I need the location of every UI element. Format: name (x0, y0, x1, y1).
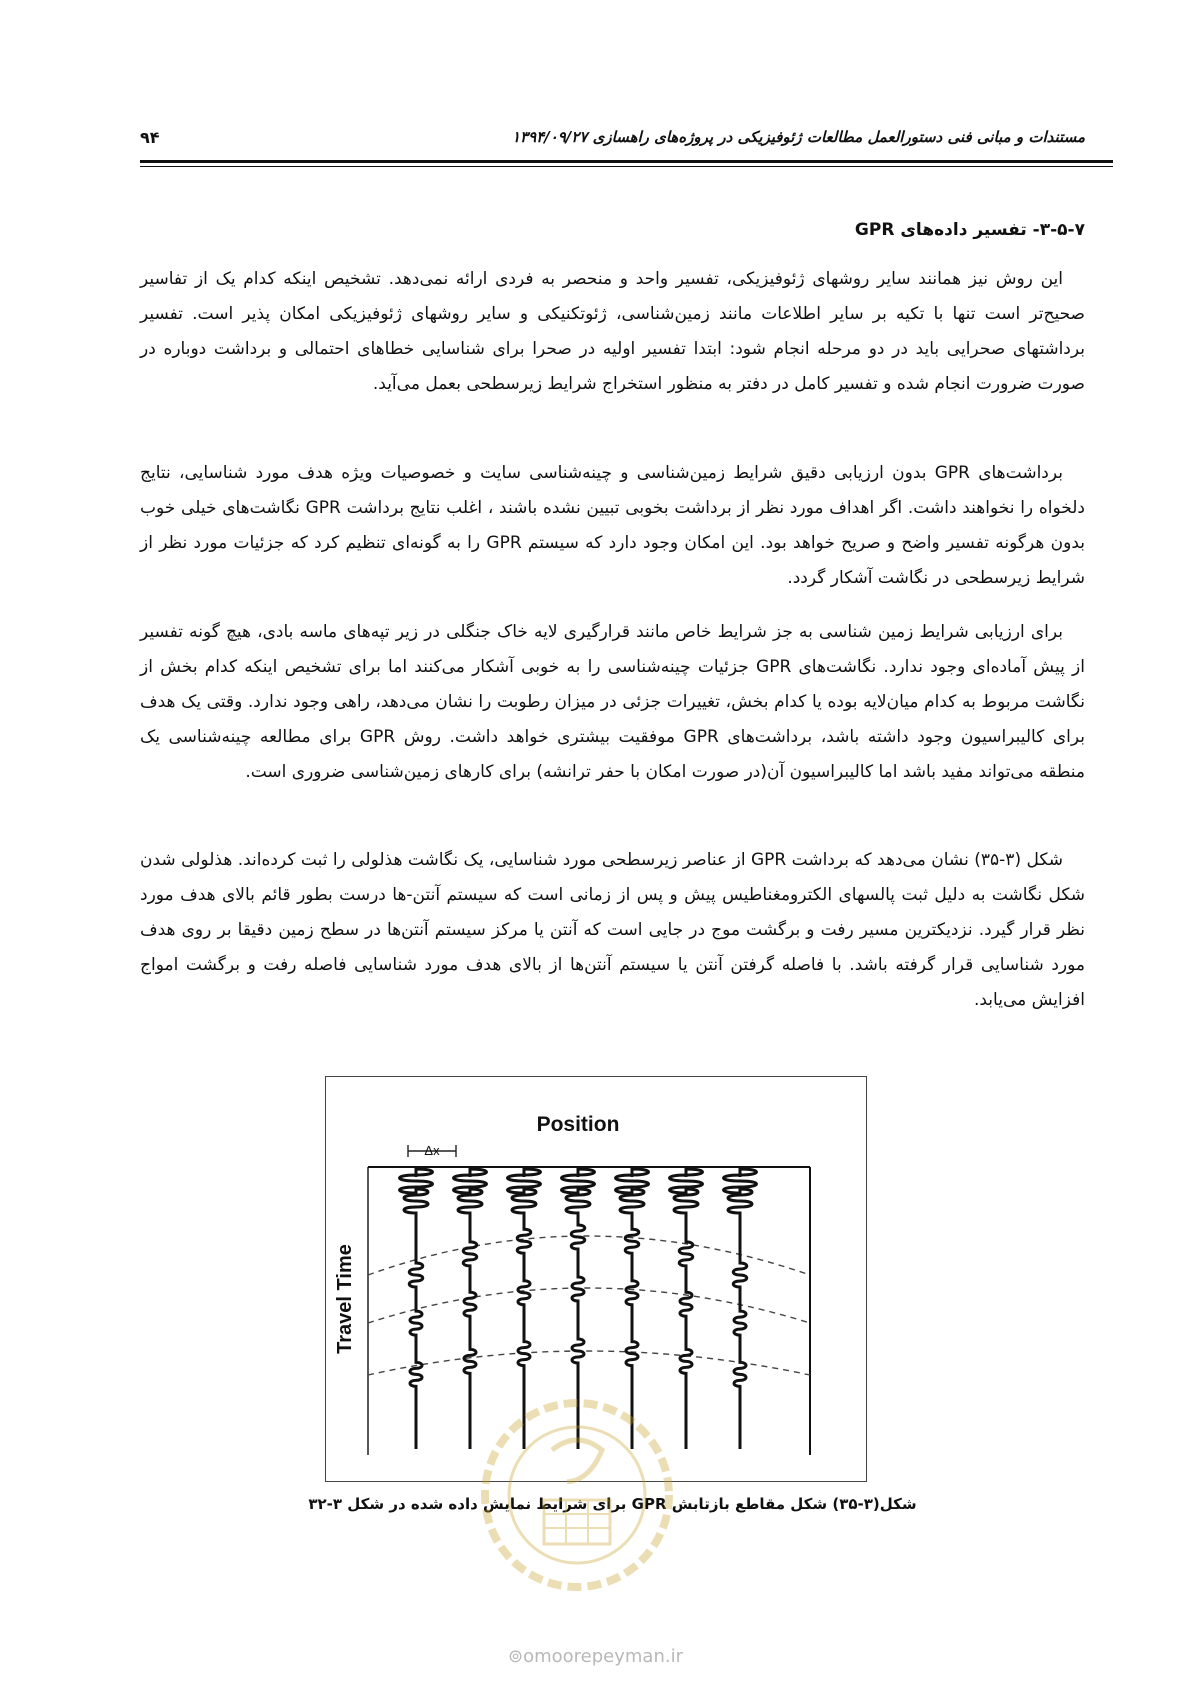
running-title: مستندات و مبانی فنی دستورالعمل مطالعات ژئوفیزیکی در پروژه‌های راهسازی ۱۳۹۴/۰۹/۲۷ (511, 128, 1085, 146)
delta-x-marker (408, 1143, 456, 1158)
seal-watermark (472, 1390, 682, 1600)
paragraph-2: برداشت‌های GPR بدون ارزیابی دقیق شرایط زمین‌شناسی و چینه‌شناسی سایت و خصوصیات ویژه هدف مورد شناسایی، نتایج دلخواه را نخواهند داشت. اگر اهداف مورد نظر از برداشت بخوبی تبیین نشده باشند ، اغلب نتایج برداشت GPR نگاشت‌های خیلی خوب بدون هرگونه تفسیر واضح و صریح خواهد بود. این امکان وجود دارد که سیستم GPR را به گونه‌ای تنظیم کرد که جزئیات مورد نظر از شرایط زیرسطحی در نگاشت آشکار گردد. (140, 463, 1086, 588)
site-name: omoorepeyman.ir (523, 1646, 683, 1667)
header-rule-thin (140, 166, 1113, 167)
gpr-trace-7 (724, 1169, 757, 1449)
section-heading: ۳-۵-۷- تفسیر داده‌های GPR (854, 220, 1085, 240)
link-icon: ⊚ (508, 1646, 524, 1667)
running-header (140, 128, 1085, 152)
travel-time-label: Travel Time (334, 1244, 356, 1354)
paragraph-1: این روش نیز همانند سایر روشهای ژئوفیزیکی، تفسیر واحد و منحصر به فردی ارائه نمی‌دهد. تشخیص اینکه کدام یک از تفاسیر صحیح‌تر است تنها با تکیه بر سایر اطلاعات مانند زمین‌شناسی، ژئوتکنیکی و سایر روشهای ژئوفیزیکی امکان پذیر است. تفسیر برداشتهای صحرایی باید در دو مرحله انجام شود: ابتدا تفسیر اولیه در صحرا برای شناسایی خطاهای احتمالی و برداشت دوباره در صورت ضرورت انجام شده و تفسیر کامل در دفتر به منظور استخراج شرایط زیرسطحی بعمل می‌آید. (140, 269, 1085, 394)
paragraph-3: برای ارزیابی شرایط زمین شناسی به جز شرایط خاص مانند قرارگیری لایه خاک جنگلی در زیر تپه‌های ماسه بادی، هیچ گونه تفسیر از پیش آماده‌ای وجود ندارد. نگاشت‌های GPR جزئیات چینه‌شناسی را به خوبی آشکار می‌کنند اما برای تشخیص اینکه کدام بخش از نگاشت مربوط به کدام میان‌لایه بوده یا کدام بخش، تغییرات جزئی در میزان رطوبت را نشان می‌دهد، راهی وجود ندارد. وقتی یک هدف برای کالیبراسیون وجود داشته باشد، برداشت‌های GPR موفقیت بیشتری خواهد داشت. روش GPR برای مطالعه چینه‌شناسی یک منطقه می‌تواند مفید باشد اما کالیبراسیون آن(در صورت امکان با حفر ترانشه) برای کارهای زمین‌شناسی ضروری است. (140, 622, 1085, 782)
header-rule-thick (140, 160, 1113, 163)
position-label: Position (536, 1113, 620, 1136)
delta-x-label: Δx (424, 1143, 440, 1158)
site-watermark (0, 1646, 1191, 1667)
paragraph-4: شکل (۳-۳۵) نشان می‌دهد که برداشت GPR از عناصر زیرسطحی مورد شناسایی، یک نگاشت هذلولی را ثبت کرده‌اند. هذلولی شدن شکل نگاشت به دلیل ثبت پالسهای الکترومغناطیس پیش و پس از زمانی است که سیستم آنتن-ها درست بطور قائم بالای هدف مورد نظر قرار گیرد. نزدیکترین مسیر رفت و برگشت موج در جایی است که آنتن یا مرکز سیستم آنتن‌ها در سطح زمین دقیقا بر روی هدف مورد شناسایی قرار گرفته باشد. با فاصله گرفتن آنتن یا سیستم آنتن‌ها از بالای هدف مورد شناسایی فاصله رفت و برگشت امواج افزایش می‌یابد. (140, 850, 1085, 1010)
figure-caption: شکل(۳-۳۵) شکل مقاطع بازتابش GPR برای شرایط نمایش داده شده در شکل ۳-۳۲ (308, 1495, 917, 1513)
page-number: ۹۴ (140, 128, 160, 147)
gpr-trace-1 (400, 1169, 433, 1449)
